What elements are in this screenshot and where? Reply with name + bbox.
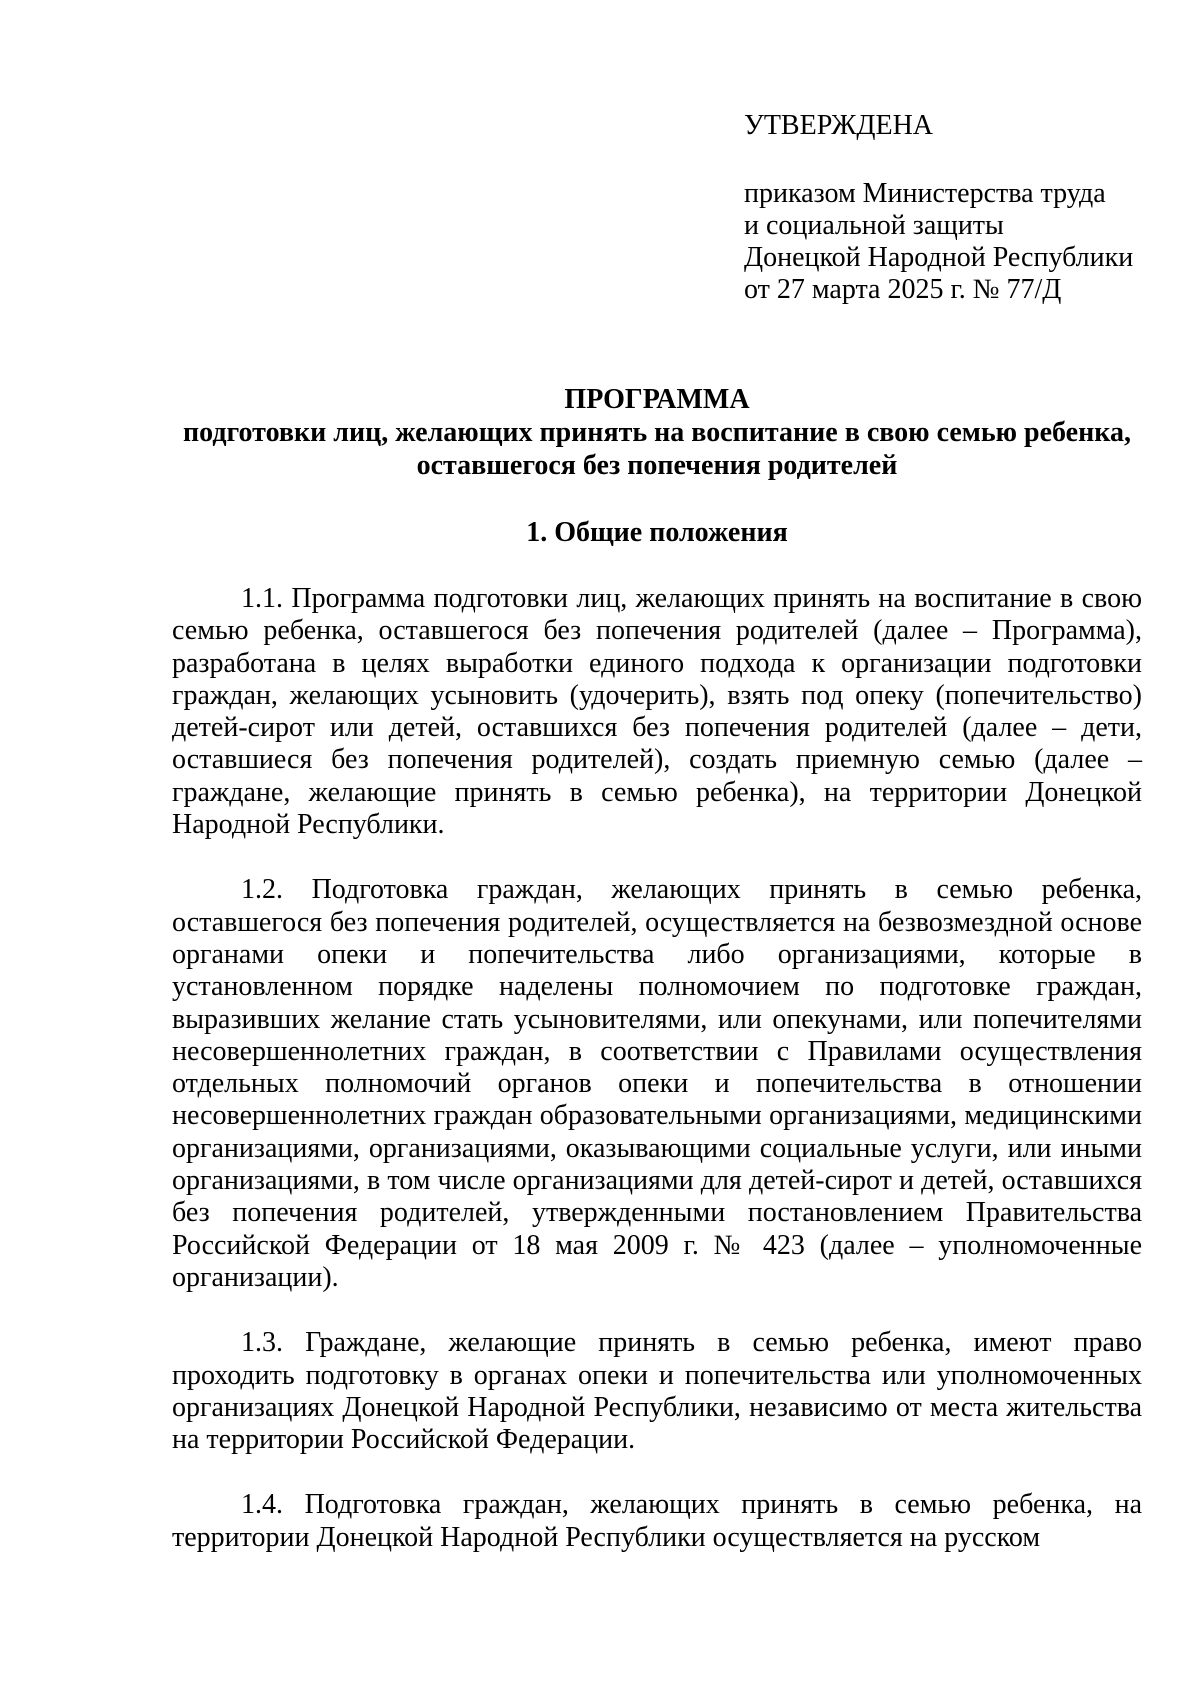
paragraph-1-2: 1.2. Подготовка граждан, желающих принять в семью ребенка, оставшегося без попечения родителей, осуществляется на безвозмездной основе органами опеки и попечительства либо организациями, которые в установленном порядке наделены полномочием по подготовке граждан, выразивших желание стать усыновителями, или опекунами, или попечителями несовершеннолетних граждан, в соответствии с Правилами осуществления отдельных полномочий органов опеки и попечительства в отношении несовершеннолетних граждан образовательными организациями, медицинскими организациями, организациями, оказывающими социальные услуги, или иными организациями, в том числе организациями для детей-сирот и детей, оставшихся без попечения родителей, утвержденными постановлением Правительства Российской Федерации от 18 мая 2009 г. № 423 (далее – уполномоченные организации). xyxy=(172,874,1142,1293)
approval-order-line: и социальной защиты xyxy=(744,210,1004,241)
paragraph-1-1: 1.1. Программа подготовки лиц, желающих принять на воспитание в свою семью ребенка, оставшегося без попечения родителей (далее – Программа), разработана в целях выработки единого подхода к организации подготовки граждан, желающих усыновить (удочерить), взять под опеку (попечительство) детей-сирот или детей, оставшихся без попечения родителей (далее – дети, оставшиеся без попечения родителей), создать приемную семью (далее – граждане, желающие принять в семью ребенка), на территории Донецкой Народной Республики. xyxy=(172,583,1142,841)
title-main: ПРОГРАММА xyxy=(564,384,750,415)
document-title xyxy=(172,383,1142,482)
approval-order-line: приказом Министерства труда xyxy=(744,178,1106,209)
approved-label: УТВЕРЖДЕНА xyxy=(744,110,934,141)
section-heading: 1. Общие положения xyxy=(526,517,788,548)
approval-stamp xyxy=(744,110,1164,306)
title-subtitle-line: оставшегося без попечения родителей xyxy=(416,450,898,481)
paragraph-1-3: 1.3. Граждане, желающие принять в семью ребенка, имеют право проходить подготовку в органах опеки и попечительства или уполномоченных организациях Донецкой Народной Республики, независимо от места жительства на территории Российской Федерации. xyxy=(172,1327,1142,1456)
approval-order-line: от 27 марта 2025 г. № 77/Д xyxy=(744,274,1062,305)
document-body xyxy=(172,583,1142,1587)
paragraph-1-4: 1.4. Подготовка граждан, желающих принять в семью ребенка, на территории Донецкой Народной Республики осуществляется на русском xyxy=(172,1489,1142,1553)
approval-order-line: Донецкой Народной Республики xyxy=(744,242,1134,273)
title-subtitle-line: подготовки лиц, желающих принять на воспитание в свою семью ребенка, xyxy=(183,417,1131,448)
